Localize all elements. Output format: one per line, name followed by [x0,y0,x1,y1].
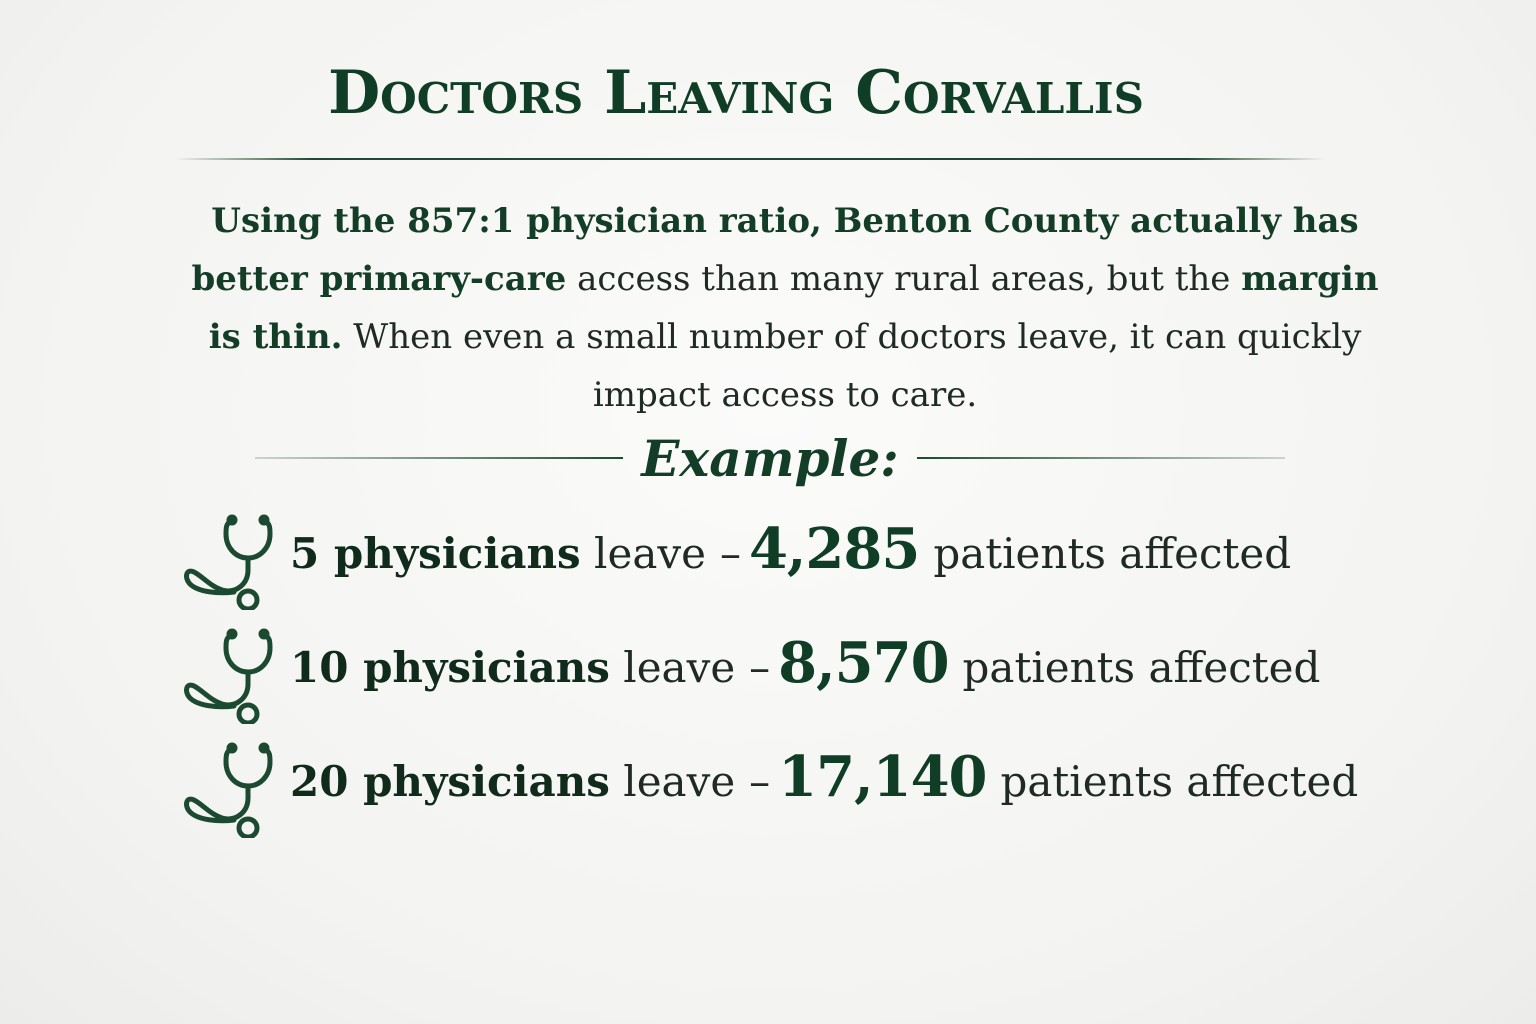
example-rule-right [917,457,1285,459]
leave-text: leave [609,643,736,692]
dash: – [719,529,741,578]
stat-row [182,738,1432,838]
stethoscope-icon [182,624,278,724]
intro-thin-bold: margin is thin. [208,259,1379,357]
example-rule-left [255,457,623,459]
leave-text: leave [580,529,706,578]
physician-count: 10 physicians [290,643,610,692]
stat-line [290,630,1320,696]
stat-row [182,510,1432,610]
patients-number: 17,140 [778,744,987,810]
example-label: Example: [641,428,899,488]
physician-count: 5 physicians [290,529,581,578]
intro-paragraph [175,192,1395,424]
stat-line [290,744,1358,810]
stat-row [182,624,1432,724]
title-divider [175,158,1325,160]
page-title: Doctors Leaving Corvallis [328,58,1144,128]
patients-affected-label: patients affected [933,529,1292,578]
stethoscope-icon [182,510,278,610]
leave-text: leave [609,757,736,806]
intro-tail: When even a small number of doctors leave, it can quickly impact access to care. [342,317,1362,415]
patients-number: 4,285 [748,516,920,582]
patients-number: 8,570 [778,630,949,696]
stat-line [290,516,1291,582]
patients-affected-label: patients affected [1000,757,1359,806]
dash: – [749,757,771,806]
patients-affected-label: patients affected [962,643,1321,692]
physician-count: 20 physicians [290,757,610,806]
intro-lead-bold: Using the 857:1 physician ratio, Benton County actually has better primary-care [191,201,1359,299]
intro-middle: access than many rural areas, but the [566,259,1242,299]
example-heading [255,428,1285,488]
stethoscope-icon [182,738,278,838]
dash: – [749,643,771,692]
